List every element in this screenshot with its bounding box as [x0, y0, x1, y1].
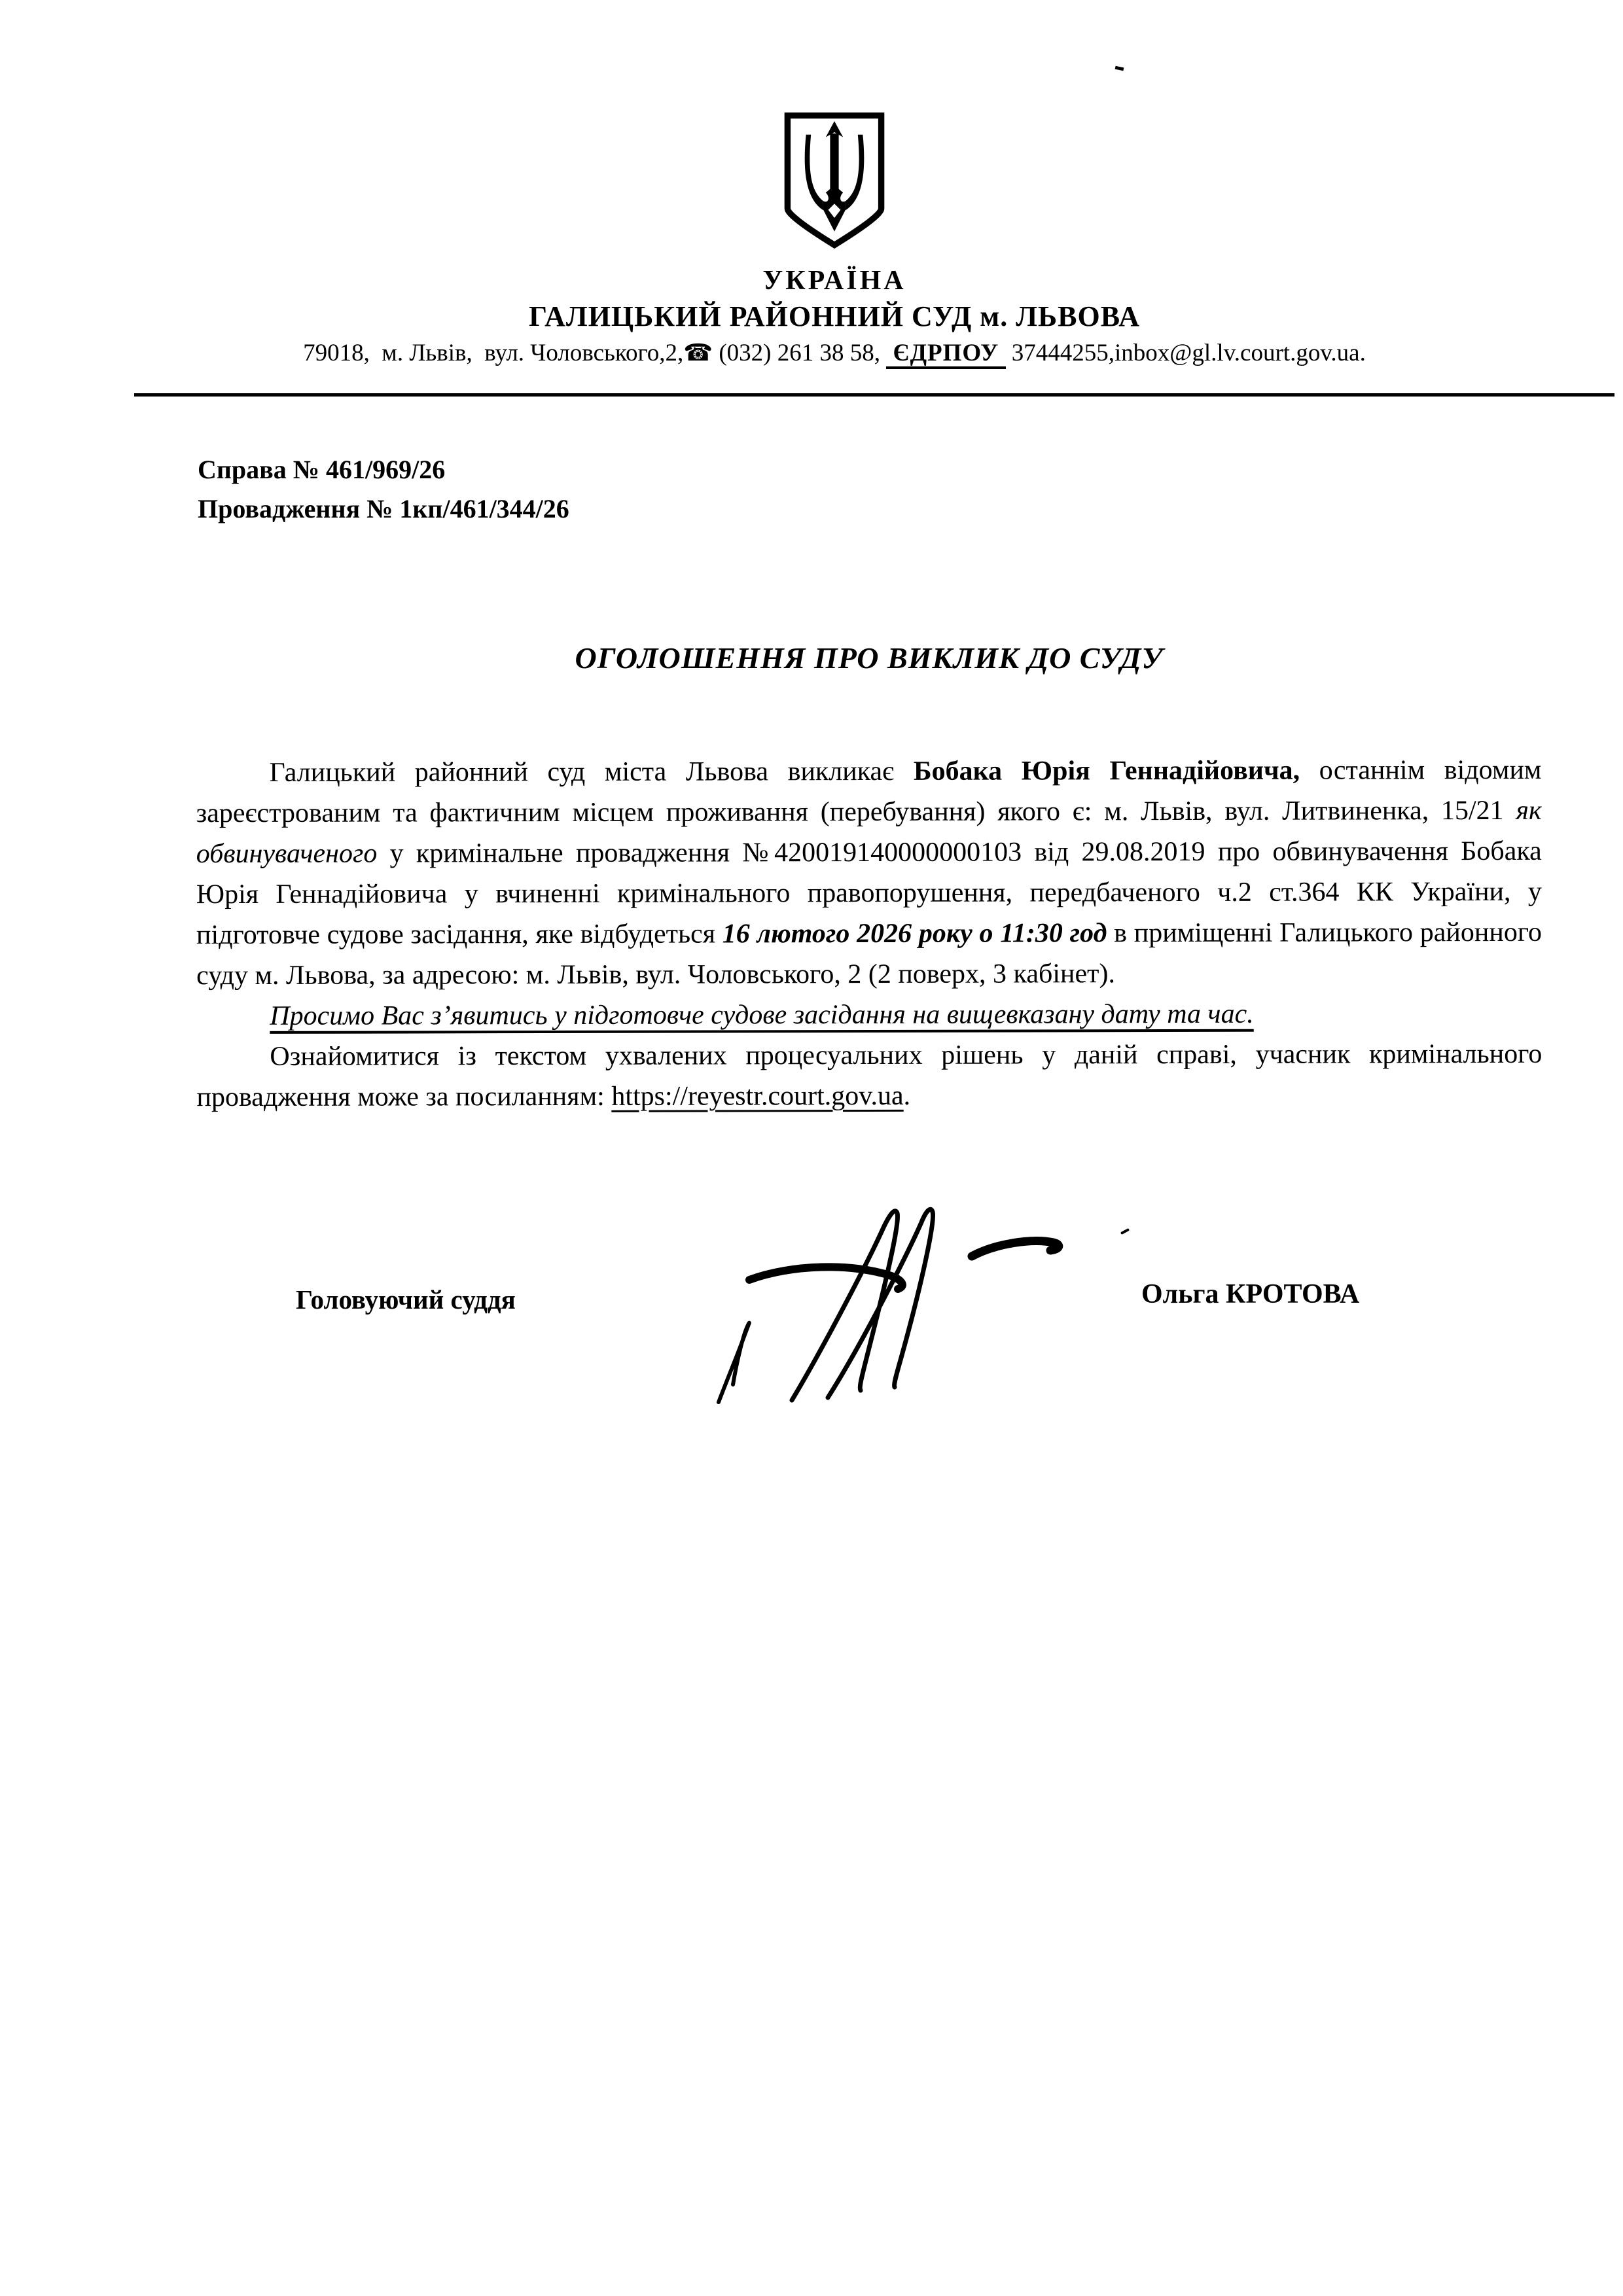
registry-link: https://reyestr.court.gov.ua	[611, 1080, 904, 1112]
case-block	[198, 450, 569, 529]
summons-text-2: останнім відомим зареєстрованим та фактичним місцем проживання (перебування) якого є: м. Львів, вул. Литвиненка, 15/21	[196, 754, 1542, 829]
summons-text-3: у кримінальне провадження №420019140000000103 від 29.08.2019 про обвинувачення Бобака Юрія Геннадійовича у вчиненні кримінального правопорушення, передбаченого ч.2 ст.364 КК України, у підготовче судове засідання, яке відбудеться	[196, 836, 1542, 951]
address-part1: 79018, м. Львів, вул. Чоловського,2,	[303, 340, 684, 366]
judge-role-label: Головуючий суддя	[296, 1284, 516, 1315]
country-name: УКРАЇНА	[762, 266, 906, 296]
summons-text-4: в приміщенні Галицького районного суду м. Львова, за адресою: м. Львів, вул. Чоловського, 2 (2 поверх, 3 кабінет).	[196, 917, 1543, 991]
registry-text-end: .	[903, 1080, 911, 1111]
address-phone-number: (032) 261 38 58,	[713, 340, 887, 366]
document-body	[196, 750, 1542, 1118]
phone-icon: ☎	[683, 340, 713, 366]
hearing-datetime: 16 лютого 2026 року о 11:30 год	[722, 918, 1107, 949]
court-address-line	[46, 339, 1623, 368]
pen-tick-mark	[1120, 1228, 1130, 1235]
proceeding-number: Провадження № 1кп/461/344/26	[198, 494, 569, 523]
paragraph-summons	[196, 750, 1542, 996]
paragraph-registry	[196, 1034, 1542, 1118]
address-part3: 37444255,inbox@gl.lv.court.gov.ua.	[1005, 340, 1366, 366]
court-name: ГАЛИЦЬКИЙ РАЙОННИЙ СУД м. ЛЬВОВА	[528, 300, 1141, 332]
defendant-name: Бобака Юрія Геннадійовича,	[913, 755, 1300, 786]
judge-name: Ольга КРОТОВА	[1141, 1279, 1360, 1309]
case-number: Справа № 461/969/26	[198, 455, 446, 484]
header-divider	[134, 393, 1614, 397]
defendant-status: як обвинуваченого	[196, 795, 1542, 870]
document-title: ОГОЛОШЕННЯ ПРО ВИКЛИК ДО СУДУ	[575, 641, 1164, 675]
appearance-request: Просимо Вас з’явитись у підготовче судове засідання на вищевказану дату та час.	[270, 998, 1254, 1031]
summons-text-1: Галицький районний суд міста Львова викликає	[269, 756, 914, 788]
letterhead	[46, 0, 1623, 368]
registry-text: Ознайомитися із текстом ухвалених процесуальних рішень у даній справі, учасник кримінального провадження може за посиланням:	[196, 1038, 1543, 1113]
judge-signature	[694, 1196, 1073, 1407]
paragraph-request	[196, 993, 1542, 1036]
edrpou-label: ЄДРПОУ	[886, 340, 1005, 369]
ukraine-trident-emblem	[781, 111, 887, 250]
